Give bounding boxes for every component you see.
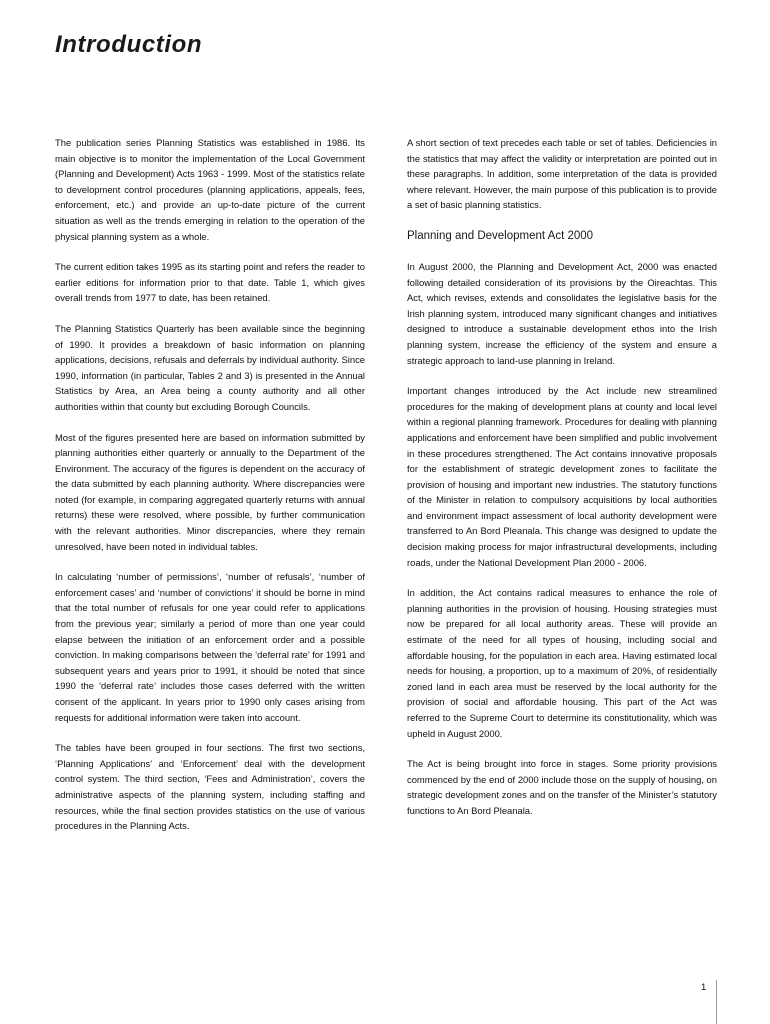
- paragraph: Important changes introduced by the Act include new streamlined procedures for the making of development plans at county and local level within a regional planning framework. Procedures for dealing with planning applications and enforcement have been simplified and public involvement in these procedures strengthened. The Act contains innovative proposals for the establishment of strategic development zones to facilitate the provision of housing and important new industries. The statutory functions of the Minister in relation to compulsory acquisitions by local authorities and environment impact assessment of local authority development were transferred to An Bord Pleanala. This change was designed to update the decision making process for major infrastructural developments, including roads, under the National Development Plan 2000 - 2006.: [407, 385, 717, 568]
- section-heading: Planning and Development Act 2000: [407, 229, 594, 242]
- paragraph: In August 2000, the Planning and Development Act, 2000 was enacted following detailed consideration of its provisions by the Oireachtas. This Act, which revises, extends and consolidates the legislative basis for the Irish planning system, introduced many significant changes and initiatives designed to introduce a sustainable development ethos into the Irish planning system, increase the efficiency of the system and ensure a strategic approach to land-use planning in Ireland.: [407, 260, 717, 366]
- page-title: Introduction: [55, 31, 203, 58]
- paragraph: The current edition takes 1995 as its starting point and refers the reader to earlier editions for information prior to that date. Table 1, which gives overall trends from 1977 to date, has been retained.: [55, 261, 365, 304]
- margin-rule: [716, 980, 717, 1024]
- paragraph: Most of the figures presented here are based on information submitted by planning authorities either quarterly or annually to the Department of the Environment. The accuracy of the figures is dependent on the accuracy of the data submitted by each planning authority. Where discrepancies were noted (for example, in comparing aggregated quarterly returns with annual returns) these were resolved, where possible, by further communication with the relevant authorities. Minor discrepancies, where they remain unresolved, have been noted in individual tables.: [55, 431, 365, 552]
- paragraph: In calculating ‘number of permissions’, ‘number of refusals’, ‘number of enforcement cases’ and ‘number of convictions’ it should be borne in mind that the total number of refusals for one year could refer to applications from the previous year; similarly a period of more than one year could elapse between the initiation of an enforcement order and a possible conviction. In making comparisons between the ‘deferral rate’ for 1991 and subsequent years and years prior to 1991, it should be noted that since 1990 the ‘deferral rate’ includes those cases deferred with the written consent of the applicant. In years prior to 1990 only cases arising from requests for additional information were taken into account.: [55, 571, 365, 723]
- right-column: [407, 135, 717, 834]
- paragraph: The Planning Statistics Quarterly has been available since the beginning of 1990. It provides a breakdown of basic information on planning applications, decisions, refusals and deferrals by individual authority. Since 1990, information (in particular, Tables 2 and 3) is presented in the Annual Statistics by Area, an Area being a county authority and all other authorities within that county but excluding Borough Councils.: [55, 322, 365, 412]
- paragraph: The tables have been grouped in four sections. The first two sections, ‘Planning Applications’ and ‘Enforcement’ deal with the development control system. The third section, ‘Fees and Administration’, covers the administrative aspects of the planning system, including staffing and resources, while the final section provides statistics on the use of various procedures in the Planning Acts.: [55, 742, 365, 832]
- paragraph: In addition, the Act contains radical measures to enhance the role of planning authorities in the provision of housing. Housing strategies must now be prepared for all local authority areas. These will provide an estimate of the need for all types of housing, including social and affordable housing, for the population in each area. Having estimated local needs for housing, a proportion, up to a maximum of 20%, of residentially zoned land in each area must be reserved by the local authority for the provision of social and affordable housing. This part of the Act was referred to the Supreme Court to determine its constitutionality, which was upheld in August 2000.: [407, 587, 717, 739]
- paragraph: The Act is being brought into force in stages. Some priority provisions commenced by the end of 2000 include those on the supply of housing, on strategic development zones and on the transfer of the Minister’s statutory functions to An Bord Pleanala.: [407, 758, 717, 816]
- left-column: [55, 135, 365, 849]
- intro-paragraph: A short section of text precedes each table or set of tables. Deficiencies in the statistics that may affect the validity or interpretation are pointed out in these paragraphs. In addition, some interpretation of the data is provided where relevant. However, the main purpose of this publication is to provide a set of basic planning statistics.: [407, 137, 717, 211]
- page-number: 1: [701, 982, 707, 993]
- paragraph: The publication series Planning Statistics was established in 1986. Its main objective is to monitor the implementation of the Local Government (Planning and Development) Acts 1963 - 1999. Most of the statistics relate to development control procedures (planning applications, appeals, fees, enforcement, etc.) and provide an up-to-date picture of the current situation as well as the trends emerging in relation to the operation of the physical planning system as a whole.: [55, 137, 365, 242]
